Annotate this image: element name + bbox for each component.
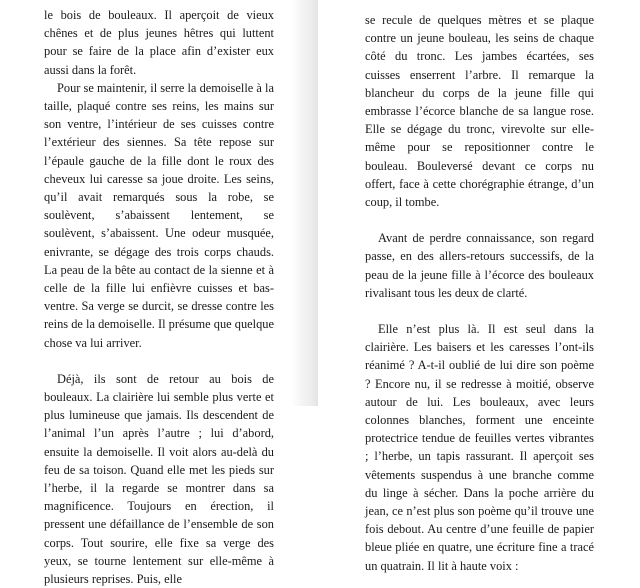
paragraph: se recule de quelques mètres et se plaque contre un jeune bouleau, les seins de chaque côté du tronc. Les jambes écartées, ses cuisses enserrent l’arbre. Il remarque la blancheur du corps de la jeune fille qui embrasse l’écorce blanche de sa langue rose. Elle se dégage du tronc, virevolte sur elle-même pour se repositionner contre le bouleau. Bouleversé devant ce corps nu offert, face à cette chorégraphie étrange, d’un coup, il tombe. <box>365 13 594 210</box>
paragraph: Elle n’est plus là. Il est seul dans la clairière. Les baisers et les caresses l’ont-ils réanimé ? A-t-il oublié de lui dire son poème ? Encore nu, il se redresse à moitié, observe autour de lui. Les bouleaux, avec leurs colonnes blanches, forment une enceinte protectrice tendue de feuilles vertes vibrantes ; l’herbe, un tapis rassurant. Il aperçoit ses vêtements suspendus à une branche comme du linge à sécher. Dans la poche arrière du jean, ce n’est plus son poème qu’il trouve une fois debout. Au centre d’une feuille de papier bleue pliée en quatre, une écriture fine a tracé un quatrain. Il lit à haute voix : <box>365 322 594 573</box>
paragraph: Avant de perdre connaissance, son regard passe, en des allers-retours successifs, de la peau de la jeune fille à l’écorce des bouleaux rivalisant tous les deux de clarté. <box>365 231 594 300</box>
left-page <box>0 0 318 587</box>
right-page <box>318 0 640 573</box>
right-page-text <box>365 11 594 575</box>
left-page-text <box>44 6 274 588</box>
paragraph: Pour se maintenir, il serre la demoiselle à la taille, plaqué contre ses reins, les mains sur son ventre, l’intérieur de ses cuisses contre l’extérieur des siennes. Sa tête repose sur l’épaule gauche de la fille dont le roux des cheveux lui caresse sa joue droite. Les seins, qu’il avait remarqués sous la robe, se soulèvent, s’abaissent lentement, se soulèvent, s’abaissent. Une odeur musquée, enivrante, se dégage des trois corps chauds. La peau de la bête au contact de la sienne et à celle de la fille lui enfièvre cuisses et bas-ventre. Sa verge se durcit, se dresse contre les reins de la demoiselle. Il présume que quelque chose va lui arriver. <box>44 80 274 350</box>
paragraph: le bois de bouleaux. Il aperçoit de vieux chênes et de plus jeunes hêtres qui luttent pour se faire de la place afin d’exister eux aussi dans la forêt. <box>44 8 274 77</box>
paragraph: Déjà, ils sont de retour au bois de bouleaux. La clairière lui semble plus verte et plus lumineuse que jamais. Ils descendent de l’animal l’un après l’autre ; lui d’abord, ensuite la demoiselle. Il voit alors au-delà du feu de sa toison. Quand elle met les pieds sur l’herbe, il la regarde se montrer dans sa magnificence. Toujours en érection, il pressent une défaillance de l’ensemble de son corps. Tout sourire, elle fixe sa verge des yeux, se tourne lentement sur elle-même à plusieurs reprises. Puis, elle <box>44 371 274 587</box>
